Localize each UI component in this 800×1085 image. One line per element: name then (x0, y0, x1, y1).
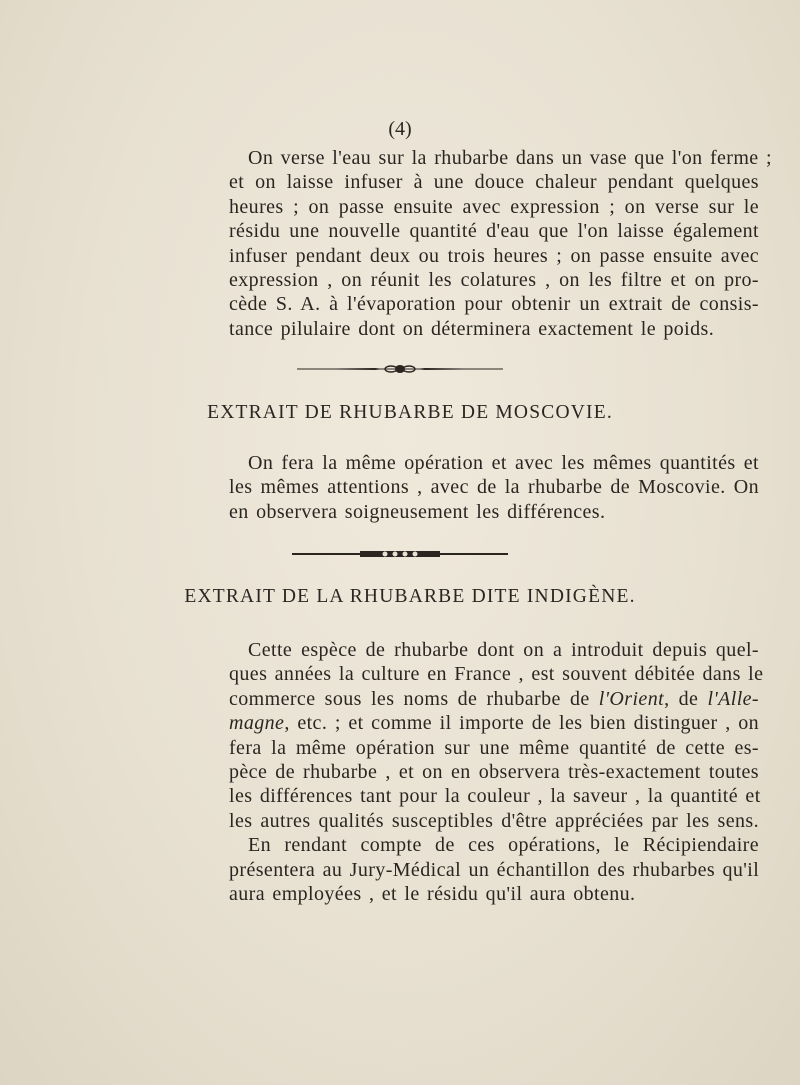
italic-term-orient: l'Orient (598, 687, 665, 710)
text-line: et on laisse infuser à une douce chaleur pendant quelques (229, 171, 759, 194)
text-line: cède S. A. à l'évaporation pour obtenir un extrait de consis- (229, 293, 759, 316)
text-line: présentera au Jury-Médical un échantillon des rhubarbes qu'il (229, 858, 760, 881)
text-line: infuser pendant deux ou trois heures ; on passe ensuite avec (229, 244, 759, 267)
ornament-divider (0, 361, 800, 380)
text-line (229, 711, 759, 735)
paragraph-indigene (229, 638, 764, 906)
text-fragment: commerce sous les noms de rhubarbe de (229, 687, 590, 710)
text-fragment: , de (664, 687, 699, 710)
italic-term-allemagne-cont: magne (229, 712, 285, 735)
heading-moscovie: EXTRAIT DE RHUBARBE DE MOSCOVIE. (207, 402, 613, 423)
text-line: les autres qualités susceptibles d'être appréciées par les sens. (229, 809, 759, 832)
ornament-rule-icon (295, 362, 505, 376)
text-line: fera la même opération sur une même quantité de cette es- (229, 736, 759, 759)
text-line: heures ; on passe ensuite avec expression ; on verse sur le (229, 195, 759, 218)
ornament-divider (0, 545, 800, 564)
heading-indigene: EXTRAIT DE LA RHUBARBE DITE INDIGÈNE. (184, 586, 636, 607)
italic-term-allemagne: l'Alle- (707, 687, 759, 710)
ornament-rule-icon (290, 548, 510, 560)
text-line: tance pilulaire dont on déterminera exactement le poids. (229, 317, 715, 340)
text-line (229, 687, 759, 711)
text-line: En rendant compte de ces opérations, le Récipiendaire (248, 834, 759, 857)
paragraph-moscovie (229, 451, 759, 524)
text-line: les mêmes attentions , avec de la rhubarbe de Moscovie. On (229, 476, 759, 499)
text-line: les différences tant pour la couleur , la saveur , la quantité et (229, 785, 761, 808)
text-line: expression , on réunit les colatures , on les filtre et on pro- (229, 269, 759, 292)
text-line: On fera la même opération et avec les mêmes quantités et (248, 452, 759, 474)
text-line: résidu une nouvelle quantité d'eau que l'on laisse également (229, 220, 759, 243)
text-line: ques années la culture en France , est souvent débitée dans le (229, 663, 764, 686)
page-number: (4) (388, 118, 412, 140)
text-line: Cette espèce de rhubarbe dont on a introduit depuis quel- (248, 639, 759, 661)
text-line: On verse l'eau sur la rhubarbe dans un vase que l'on ferme ; (248, 147, 772, 169)
paragraph-aqueous-extract (229, 146, 772, 341)
text-fragment: , etc. ; et comme il importe de les bien distinguer , on (284, 712, 759, 735)
text-line: pèce de rhubarbe , et on en observera très-exactement toutes (229, 761, 759, 784)
text-line: en observera soigneusement les différences. (229, 500, 606, 523)
text-line: aura employées , et le résidu qu'il aura obtenu. (229, 883, 636, 906)
